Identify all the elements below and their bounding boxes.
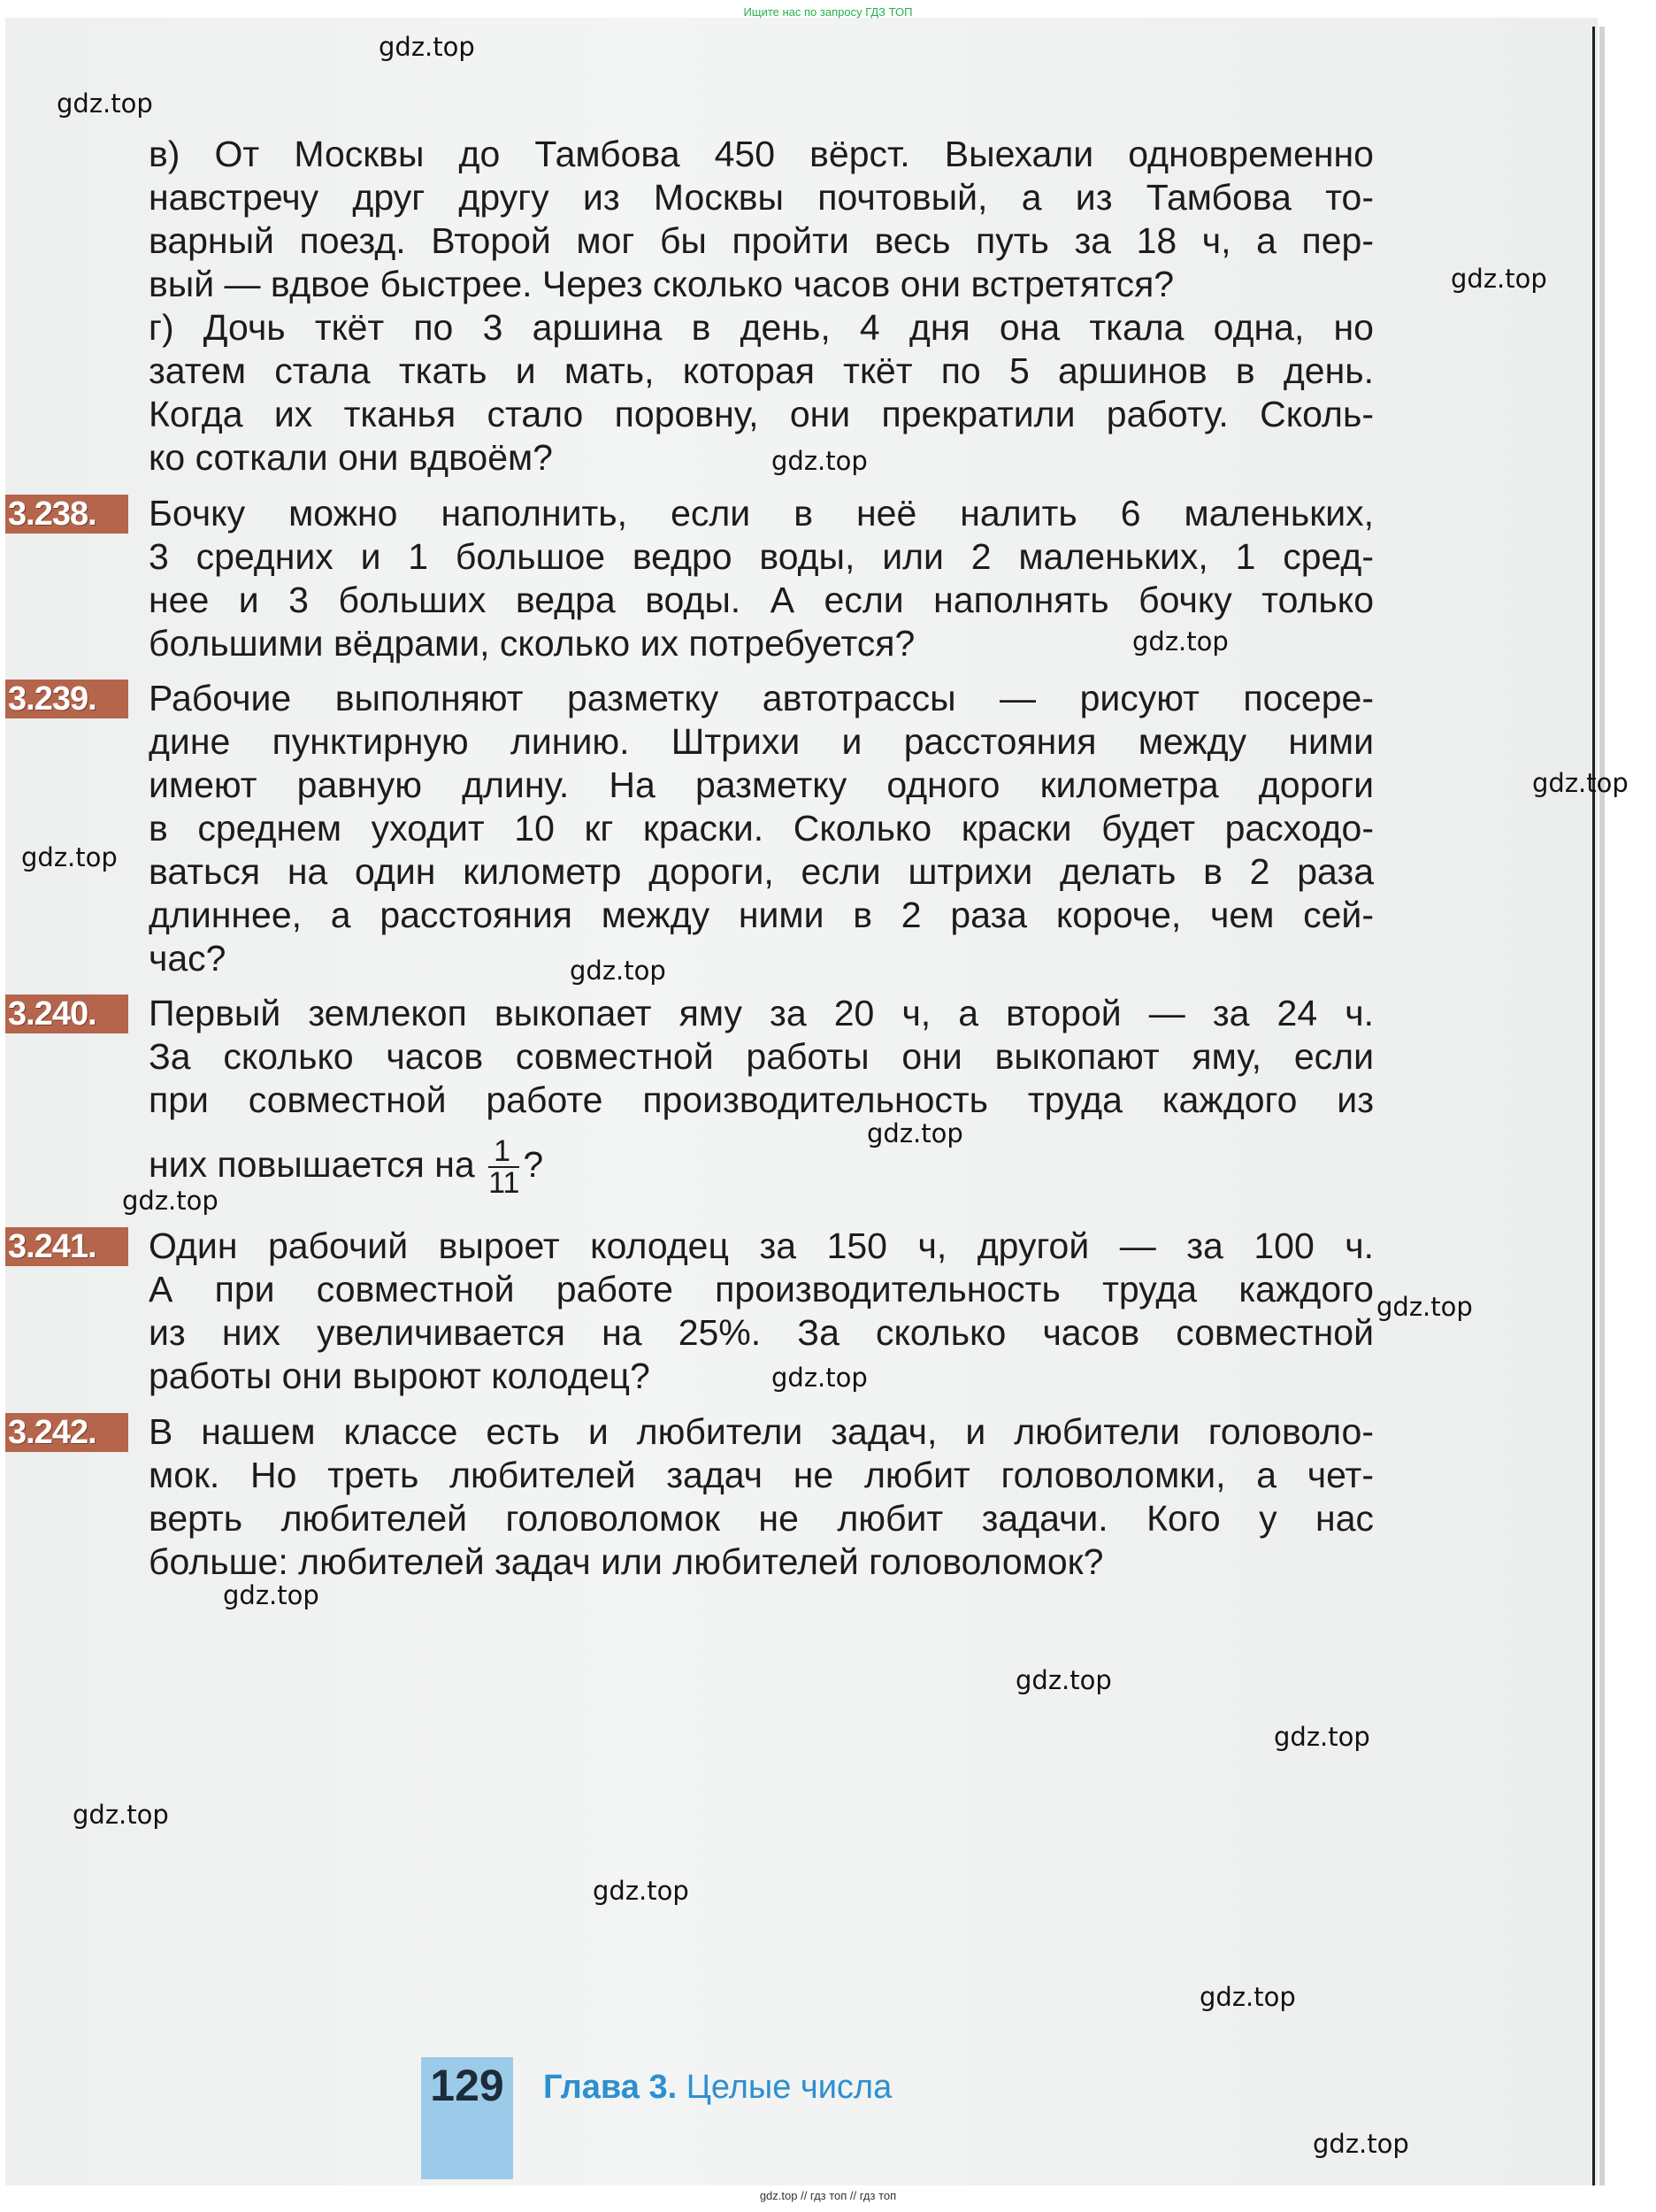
text-line: В нашем классе есть и любители задач, и любители головоло-	[149, 1411, 1374, 1452]
fraction	[488, 1136, 519, 1198]
watermark: gdz.top	[1132, 626, 1229, 657]
task-continuation	[149, 133, 1374, 480]
watermark: gdz.top	[771, 1363, 868, 1393]
text-line: большими вёдрами, сколько их потребуется?	[149, 623, 916, 664]
watermark: gdz.top	[1376, 1292, 1473, 1322]
text-line: вый — вдвое быстрее. Через сколько часов они встретятся?	[149, 264, 1175, 304]
page-number: 129	[430, 2061, 504, 2110]
text-line: г) Дочь ткёт по 3 аршина в день, 4 дня она ткала одна, но	[149, 307, 1374, 348]
task-number-badge: 3.238.	[5, 495, 128, 534]
task-3-242	[149, 1410, 1374, 1584]
text-line: из них увеличивается на 25%. За сколько часов совместной	[149, 1312, 1374, 1353]
header-note: Ищите нас по запросу ГДЗ ТОП	[743, 5, 913, 19]
text-line: варный поезд. Второй мог бы пройти весь путь за 18 ч, а пер-	[149, 220, 1374, 261]
text-line: имеют равную длину. На разметку одного километра дороги	[149, 764, 1374, 805]
text-line: дине пунктирную линию. Штрихи и расстояния между ними	[149, 721, 1374, 762]
watermark: gdz.top	[1532, 768, 1629, 798]
text-fragment: них повышается на	[149, 1143, 475, 1185]
watermark: gdz.top	[57, 88, 153, 119]
page-edge	[1599, 27, 1605, 2185]
watermark: gdz.top	[771, 446, 868, 476]
watermark: gdz.top	[1016, 1665, 1112, 1695]
page-edge-shadow	[1592, 27, 1595, 2185]
text-line: час?	[149, 938, 226, 979]
text-line: 3 средних и 1 большое ведро воды, или 2 маленьких, 1 сред-	[149, 536, 1374, 577]
watermark: gdz.top	[122, 1186, 218, 1216]
text-line: ваться на один километр дороги, если штрихи делать в 2 раза	[149, 851, 1374, 892]
watermark: gdz.top	[593, 1876, 689, 1906]
text-line: верть любителей головоломок не любит задачи. Кого у нас	[149, 1498, 1374, 1539]
task-number-badge: 3.240.	[5, 995, 128, 1033]
chapter-title	[543, 2069, 892, 2107]
text-fragment: ?	[523, 1143, 544, 1185]
text-line: длиннее, а расстояния между ними в 2 раза короче, чем сей-	[149, 895, 1374, 935]
task-3-240	[149, 992, 1374, 1198]
text-line-with-fraction	[149, 1136, 1374, 1198]
text-line: Первый землекоп выкопает яму за 20 ч, а второй — за 24 ч.	[149, 993, 1374, 1033]
text-line: Один рабочий выроет колодец за 150 ч, другой — за 100 ч.	[149, 1225, 1374, 1266]
watermark: gdz.top	[73, 1800, 169, 1830]
watermark: gdz.top	[867, 1118, 963, 1148]
task-number-badge: 3.242.	[5, 1413, 128, 1452]
text-line: работы они выроют колодец?	[149, 1356, 650, 1396]
chapter-label: Глава 3.	[543, 2069, 678, 2106]
text-line: мок. Но треть любителей задач не любит головоломки, а чет-	[149, 1455, 1374, 1495]
task-number-badge: 3.239.	[5, 680, 128, 718]
watermark: gdz.top	[570, 956, 666, 986]
text-line: в среднем уходит 10 кг краски. Сколько краски будет расходо-	[149, 808, 1374, 849]
watermark: gdz.top	[21, 842, 118, 872]
fraction-numerator: 1	[488, 1136, 519, 1168]
task-3-241	[149, 1225, 1374, 1398]
text-line: Бочку можно наполнить, если в неё налить 6 маленьких,	[149, 493, 1374, 534]
task-3-239	[149, 677, 1374, 980]
text-line: Рабочие выполняют разметку автотрассы — рисуют посере-	[149, 678, 1374, 718]
fraction-denominator: 11	[488, 1166, 520, 1200]
text-line: затем стала ткать и мать, которая ткёт по 5 аршинов в день.	[149, 350, 1374, 391]
text-line: За сколько часов совместной работы они выкопают яму, если	[149, 1036, 1374, 1077]
text-line: ко соткали они вдвоём?	[149, 437, 553, 478]
task-number-badge: 3.241.	[5, 1227, 128, 1266]
text-line: А при совместной работе производительность труда каждого	[149, 1269, 1374, 1310]
watermark: gdz.top	[379, 32, 475, 62]
chapter-name: Целые числа	[686, 2069, 893, 2106]
text-line: нее и 3 больших ведра воды. А если наполнять бочку только	[149, 580, 1374, 620]
watermark: gdz.top	[1274, 1722, 1370, 1752]
footer-note: gdz.top // гдз топ // гдз топ	[759, 2189, 897, 2202]
watermark: gdz.top	[1451, 264, 1547, 294]
text-line: Когда их тканья стало поровну, они прекратили работу. Сколь-	[149, 394, 1374, 434]
text-line: больше: любителей задач или любителей головоломок?	[149, 1541, 1104, 1582]
watermark: gdz.top	[223, 1580, 319, 1610]
text-line: навстречу друг другу из Москвы почтовый, а из Тамбова то-	[149, 177, 1374, 218]
text-line: при совместной работе производительность труда каждого из	[149, 1079, 1374, 1120]
watermark: gdz.top	[1313, 2129, 1409, 2159]
text-line: в) От Москвы до Тамбова 450 вёрст. Выехали одновременно	[149, 134, 1374, 174]
watermark: gdz.top	[1200, 1982, 1296, 2012]
